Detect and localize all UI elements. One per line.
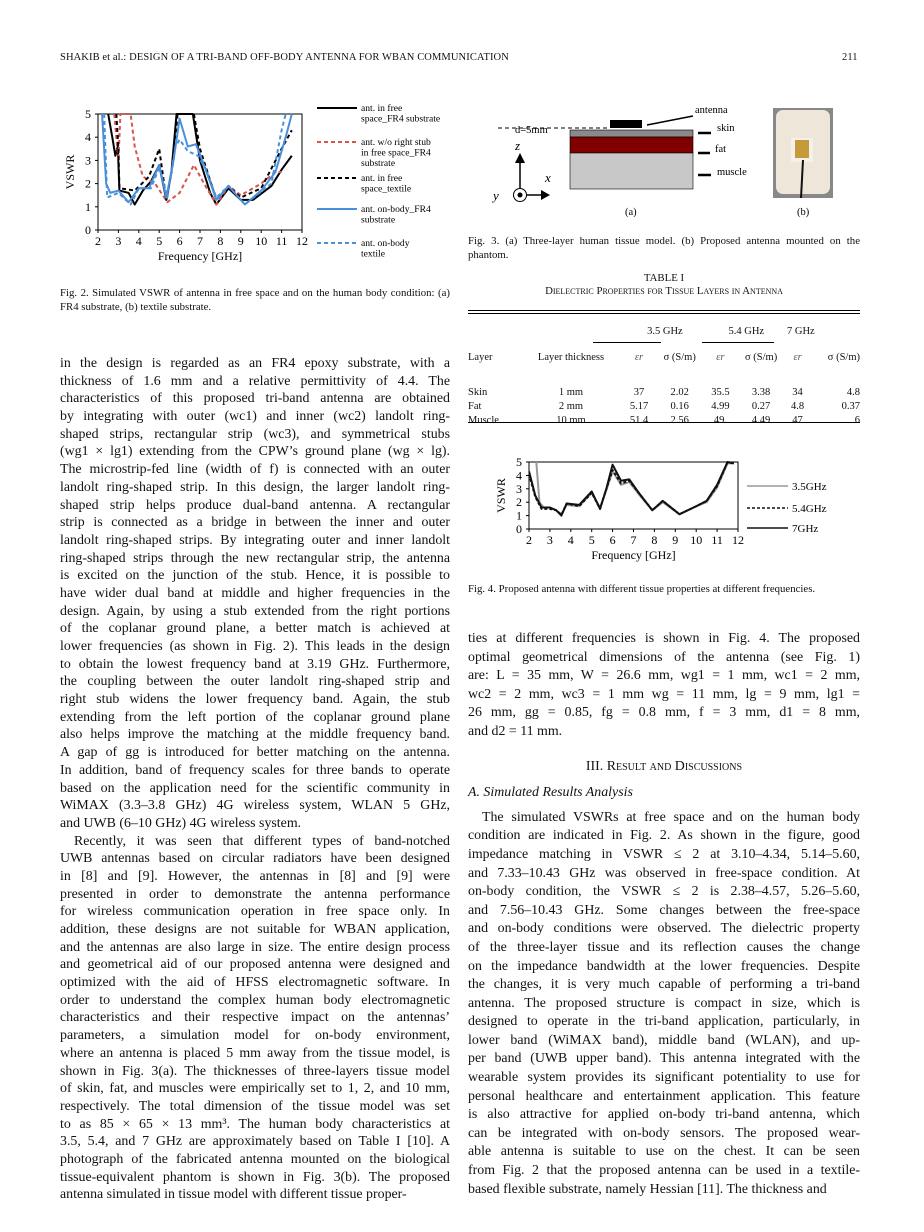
text-line: is also attractive for applied on-body tri-band antenna, which [468, 1107, 860, 1123]
y-tick-label: 4 [85, 130, 91, 145]
text-line: and 7.56–10.43 GHz. Some changes between the free-space [468, 902, 860, 918]
y-axis-label: VSWR [494, 478, 508, 513]
legend-label: 5.4GHz [792, 503, 827, 515]
text-line: (wg1 × lg1) extending from the CPW’s ground plane (wg × lg). [60, 444, 450, 460]
group-header: 3.5 GHz [647, 325, 683, 337]
series-line-1 [529, 462, 734, 515]
arrow-icon [647, 116, 693, 125]
text-line: A gap of gg is introduced for better matching on the antenna. [60, 745, 450, 761]
text-line: extending from the left portion of the coplanar ground plane [60, 709, 450, 725]
empty-cell [468, 320, 518, 342]
table-top-rule [468, 310, 860, 314]
y-tick-label: 4 [516, 468, 522, 483]
x-tick-label: 6 [176, 234, 183, 248]
text-line: tissue-equivalent phantom is shown in Fig. 3(b). The proposed [60, 1169, 450, 1185]
text-line: of the coplanar ground plane, a better match is achieved at [60, 621, 450, 637]
series-line-2 [116, 114, 291, 200]
x-tick-label: 7 [197, 234, 203, 248]
text-line: to obtain the lowest frequency band at 3.19 GHz. Furthermore, [60, 656, 450, 672]
running-header: SHAKIB et al.: DESIGN OF A TRI-BAND OFF-BODY ANTENNA FOR WBAN COMMUNICATION [60, 52, 509, 63]
x-label: x [545, 170, 551, 185]
dielectric-table [468, 320, 860, 426]
x-tick-label: 4 [567, 533, 574, 547]
text-line: the coupling between the outer landolt ring-shaped strip and [60, 674, 450, 690]
text-line: strip is connected as a bridge in between the inner and outer [60, 515, 450, 531]
text-line: and d2 = 11 mm. [468, 723, 563, 739]
text-line: also helps improve the matching at the middle frequency band. [60, 727, 450, 743]
text-line: The simulated VSWRs at free space and on the human body [482, 809, 860, 825]
group-rule [593, 342, 661, 343]
text-line: and geometrical aid of our proposed antenna were designed and [60, 957, 450, 973]
legend-label: 7GHz [792, 523, 819, 535]
text-line: in [8] and [9]. However, the antennas in [8] and [9] were [60, 868, 450, 884]
text-line: characteristics and their respective impact on the antennas’ [60, 1010, 450, 1026]
x-tick-label: 11 [711, 533, 723, 547]
fig4-caption: Fig. 4. Proposed antenna with different tissue properties at different frequencies. [468, 583, 816, 595]
antenna-block [610, 120, 642, 128]
x-tick-label: 2 [95, 234, 101, 248]
group-cell [787, 320, 860, 342]
text-line: shaped strips, rectangular strip (wc3), and symmetrical stubs [60, 426, 450, 442]
plot-frame [529, 462, 738, 529]
y-tick-label: 3 [516, 481, 522, 496]
table-row [468, 398, 860, 412]
text-line: per band (UWB upper band). This antenna integrated with the [468, 1051, 860, 1067]
paragraph [468, 630, 860, 742]
x-tick-label: 9 [237, 234, 244, 248]
text-line: optimized with the aid of HFSS electromagnetic software. In [60, 975, 450, 991]
table-cell: 0.16 [670, 401, 689, 412]
table-cell: 2.02 [670, 387, 689, 398]
text-line: landolt ring-shaped strips. By integrating outer and inner landolt [60, 532, 450, 548]
text-line: thickness of 1.6 mm and a relative permittivity of 4.4. The [60, 373, 450, 389]
text-line: of the three-layer tissue and its reflection causes the change [468, 939, 860, 955]
fig2-chart [55, 98, 455, 273]
text-line: landolt ring-shaped strip. In this design, the larger landolt ring- [60, 479, 450, 495]
text-line: able antenna is suitable to use on the chest. It can be seen [468, 1144, 860, 1160]
text-line: design. Again, by using a stub extended from the right portions [60, 603, 450, 619]
group-header-row [468, 320, 860, 342]
text-line: shown in Fig. 3(a). The thicknesses of three-layers tissue model [60, 1063, 450, 1079]
column-header-row [468, 342, 860, 372]
text-line: the changes, it is very much capable of performing a tri-band [468, 977, 860, 993]
text-line: presented in order to demonstrate the antenna performance [60, 886, 450, 902]
text-line: WiMAX (3.3–3.8 GHz) 4G wireless system, WLAN 5 GHz, [60, 798, 450, 814]
table-cell: 2.56 [670, 415, 689, 426]
text-line: lower band (WiMAX band), middle band (WLAN), and up- [468, 1032, 860, 1048]
right-column [468, 630, 860, 1199]
text-line: personal healthcare and entertainment application. This feature [468, 1088, 860, 1104]
text-line: based on the application need for the scientific community in [60, 780, 450, 796]
x-tick-label: 5 [156, 234, 163, 248]
y-tick-label: 0 [85, 223, 91, 237]
table-cell: 51.4 [629, 415, 649, 426]
table-cell: 4.49 [751, 415, 771, 426]
group-cell [624, 320, 705, 342]
group-header: 7 GHz [787, 325, 815, 337]
column-header: Layer [468, 351, 493, 363]
table-cell: Fat [468, 401, 482, 412]
table-cell: 37 [633, 387, 645, 398]
text-line: can be integrated with on-body sensors. The proposed wear- [468, 1125, 860, 1141]
x-tick-label: 2 [526, 533, 532, 547]
table-cell: 5.17 [629, 401, 649, 412]
text-line: of skin, fat, and muscles were empirically set to 1, 2, and 10 mm, [60, 1081, 450, 1097]
x-tick-label: 3 [115, 234, 122, 248]
group-cell [706, 320, 787, 342]
skin-layer [570, 130, 693, 137]
text-line: and UWB (6–10 GHz) 4G wireless system. [60, 815, 302, 831]
legend-label: ant. in free space_FR4 substrate [361, 103, 441, 125]
table-row [468, 412, 860, 426]
text-line: parameters, a simulation model for on-body environment, [60, 1028, 450, 1044]
x-tick-label: 3 [546, 533, 553, 547]
subfig-b-label: (b) [797, 207, 810, 218]
y-axis-label: VSWR [63, 154, 77, 190]
table-cell: 4.8 [846, 387, 860, 398]
text-line: are: L = 35 mm, W = 26.6 mm, wg1 = 1 mm, wc1 = 2 mm, [468, 668, 860, 684]
fat-layer [570, 137, 693, 153]
page-number: 211 [842, 52, 858, 63]
group-header: 5.4 GHz [728, 325, 765, 337]
text-line: on the impedance bandwidth at the lower frequencies. Despite [468, 958, 860, 974]
table-cell: 10 mm [556, 415, 586, 426]
text-line: antenna. The proposed structure is compact in size, which is [468, 995, 860, 1011]
fig2-caption: Fig. 2. Simulated VSWR of antenna in free space and on the human body condition: (a) FR4 substrate, (b) textile substrate. [60, 287, 450, 313]
text-line: in the design is regarded as an FR4 epoxy substrate, with a [60, 356, 450, 371]
text-line: to as 85 × 65 × 13 mm³. The human body characteristics at [60, 1116, 450, 1132]
table-cell: 6 [854, 415, 860, 426]
x-tick-label: 7 [630, 533, 637, 547]
y-tick-label: 2 [516, 495, 522, 510]
x-tick-label: 5 [588, 533, 595, 547]
left-column [60, 355, 450, 1204]
table-cell: 4.8 [790, 401, 805, 412]
table-cell: 0.37 [841, 401, 860, 412]
text-line: The microstrip-fed line (width of f) is connected with an outer [60, 462, 450, 478]
column-header: εr [793, 351, 802, 363]
y-tick-label: 3 [85, 153, 91, 168]
y-tick-label: 5 [85, 107, 91, 121]
legend-label: ant. on-body_FR4 substrate [361, 204, 431, 226]
fat-label: fat [715, 144, 727, 155]
table-cell: 47 [792, 415, 803, 426]
table-cell: 2 mm [558, 401, 584, 412]
text-line: antenna simulated in tissue model with different tissue proper- [60, 1187, 407, 1203]
skin-label: skin [717, 123, 735, 134]
y-tick-label: 1 [85, 199, 91, 214]
subfig-a-label: (a) [625, 207, 637, 218]
text-line: for wireless communication operation in free space only. In [60, 904, 450, 920]
text-line: 26 mm, gg = 0.85, fg = 0.8 mm, f = 3 mm, d1 = 8 mm, [468, 705, 860, 721]
legend-label: 3.5GHz [792, 481, 827, 493]
column-header: σ (S/m) [663, 351, 696, 363]
text-line: is excited on the junction of the stub. Hence, it is possible to [60, 568, 450, 584]
x-tick-label: 6 [609, 533, 616, 547]
paragraph [468, 809, 860, 1199]
paragraph [60, 833, 450, 1204]
z-label: z [515, 138, 521, 153]
text-line: from Fig. 2 that the proposed antenna can be used in a textile- [468, 1163, 860, 1179]
text-line: on-body condition, the VSWR ≤ 2 is 2.38–4.57, 5.26–5.60, [468, 884, 860, 900]
text-line: and 7.33–10.43 GHz was observed in free-space condition. At [468, 865, 860, 881]
empty-cell [518, 320, 625, 342]
x-tick-label: 12 [296, 234, 308, 248]
table-subtitle: Dielectric Properties for Tissue Layers in Antenna [545, 285, 783, 297]
x-tick-label: 12 [732, 533, 744, 547]
y-tick-label: 0 [516, 522, 522, 536]
column-header: εr [634, 351, 644, 363]
text-line: addition, these designs are not suitable for WBAN application, [60, 922, 450, 937]
x-axis-label: Frequency [GHz] [591, 548, 676, 562]
x-tick-label: 8 [651, 533, 658, 547]
legend-label: ant. w/o right stub in free space_FR4 substrate [361, 137, 431, 169]
text-line: characteristics of this proposed tri-band antenna are obtained [60, 391, 450, 407]
table-row [468, 372, 860, 398]
table-cell: 3.38 [751, 387, 771, 398]
table-cell: 49. [713, 415, 727, 426]
antenna-label: antenna [695, 105, 728, 116]
text-line: lower frequencies (as shown in Fig. 2). This leads in the design [60, 639, 450, 654]
antenna-photo [773, 108, 833, 198]
muscle-label: muscle [717, 167, 747, 178]
fig3-caption: Fig. 3. (a) Three-layer human tissue model. (b) Proposed antenna mounted on the phantom. [468, 235, 860, 261]
table-cell: 1 mm [558, 387, 584, 398]
table-bottom-rule [468, 422, 860, 423]
table-cell: Skin [468, 387, 488, 398]
group-rule [702, 342, 774, 343]
text-line: order to understand the complex human body electromagnetic [60, 992, 450, 1008]
table-cell: Muscle [468, 415, 499, 426]
table-title: TABLE I [643, 272, 685, 284]
muscle-layer [570, 153, 693, 189]
text-line: and on-body conditions were observed. The dielectric property [468, 921, 860, 937]
y-tick-label: 1 [516, 508, 522, 523]
subsection-heading: A. Simulated Results Analysis [468, 785, 633, 801]
table-cell: 4.99 [711, 401, 730, 412]
x-axis-label: Frequency [GHz] [157, 249, 243, 263]
section-heading: III. Result and Discussions [585, 758, 743, 774]
table-cell: 0.27 [751, 401, 771, 412]
text-line: have wider dual band at middle and higher frequencies in the [60, 585, 450, 601]
x-tick-label: 4 [135, 234, 142, 248]
series-line-2 [529, 462, 734, 516]
x-tick-label: 10 [690, 533, 703, 547]
distance-label: d=5mm [515, 125, 548, 136]
y-label: y [493, 188, 499, 203]
legend-label: ant. on-body textile [361, 238, 410, 260]
text-line: condition are indicated in Fig. 2. As shown in the figure, good [468, 828, 860, 844]
text-line: 3.5, 5.4, and 7 GHz are approximately based on Table I [10]. A [60, 1134, 450, 1150]
text-line: and the antennas are also large in size. The entire design process [60, 939, 450, 955]
x-tick-label: 9 [672, 533, 679, 547]
fig4-chart [485, 452, 865, 567]
text-line: impedance matching in VSWR ≤ 2 at 3.10–4.34, 5.14–5.60, [468, 846, 860, 862]
text-line: shaped strip helps produce dual-band antenna. A rectangular [60, 497, 450, 513]
text-line: by integrating with outer (wc1) and inner (wc2) landolt ring- [60, 409, 450, 425]
fig3-tissue-model [465, 98, 865, 223]
plot-frame [98, 114, 302, 230]
text-line: wc2 = 2 mm, wc3 = 1 mm wg = 11 mm, lg = 9 mm, lg1 = [468, 686, 860, 702]
text-line: Recently, it was seen that different types of band-notched [74, 833, 450, 849]
text-line: where an antenna is placed 5 mm away from the tissue model, is [60, 1045, 450, 1061]
legend-label: ant. in free space_textile [361, 173, 412, 195]
text-line: right stub widens the lower frequency band. Again, the stub [60, 692, 450, 708]
column-header: σ (S/m) [827, 351, 860, 363]
paragraph [60, 355, 450, 833]
arrow-icon [698, 133, 711, 175]
y-tick-label: 2 [85, 176, 91, 191]
text-line: wearable system provides its significant potentiality to use for [468, 1070, 860, 1086]
text-line: ties at different frequencies is shown in Fig. 4. The proposed [468, 631, 860, 646]
text-line: designed to operate in the tri-band application, particularly, in [468, 1014, 860, 1030]
x-tick-label: 10 [255, 234, 268, 248]
column-header: εr [716, 351, 725, 363]
text-line: photograph of the fabricated antenna mounted on the biological [60, 1151, 450, 1167]
text-line: ring-shaped strips through the new rectangular strip, the antenna [60, 550, 450, 566]
text-line: In addition, band of frequency scales for three bands to operate [60, 762, 450, 778]
text-line: optimal geometrical dimensions of the antenna (see Fig. 1) [468, 649, 860, 665]
x-tick-label: 8 [217, 234, 224, 248]
text-line: based flexible substrate, namely Hessian [11]. The thickness and [468, 1181, 827, 1197]
column-header: σ (S/m) [744, 351, 778, 363]
table-cell: 34 [792, 387, 803, 398]
table-cell: 35.5 [711, 387, 730, 398]
y-tick-label: 5 [516, 455, 522, 469]
text-line: respectively. The total dimension of the tissue model was set [60, 1098, 450, 1114]
x-tick-label: 11 [275, 234, 288, 248]
column-header: Layer thickness [537, 351, 605, 363]
text-line: UWB antennas based on circular radiators have been designed [60, 851, 450, 867]
